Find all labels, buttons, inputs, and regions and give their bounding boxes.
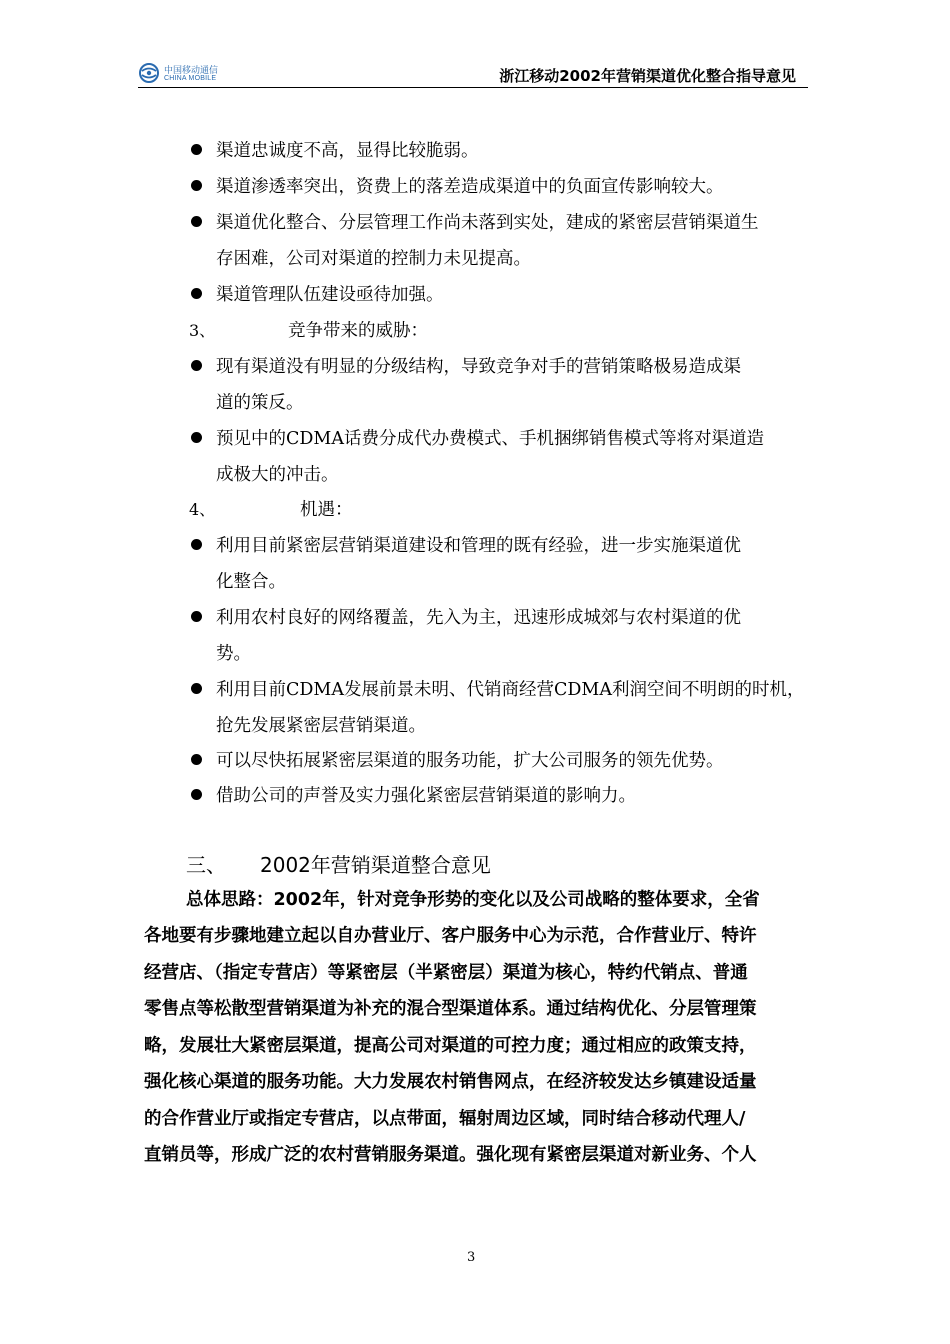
logo-english-text: CHINA MOBILE: [164, 75, 217, 82]
bullet-item: 渠道忠诚度不高，显得比较脆弱。: [216, 141, 479, 161]
page-header: [138, 60, 808, 90]
paragraph-line: 略，发展壮大紧密层渠道，提高公司对渠道的可控力度；通过相应的政策支持，: [144, 1036, 757, 1056]
paragraph-line: 零售点等松散型营销渠道为补充的混合型渠道体系。通过结构优化、分层管理策: [144, 999, 757, 1019]
bullet-item-continuation: 道的策反。: [216, 393, 304, 413]
bullet-icon: [191, 432, 202, 443]
subsection-title: 机遇：: [300, 500, 353, 520]
subsection-number: 4、: [189, 500, 216, 519]
bullet-icon: [191, 539, 202, 550]
bullet-icon: [191, 180, 202, 191]
bullet-icon: [191, 144, 202, 155]
bullet-item: 利用目前紧密层营销渠道建设和管理的既有经验，进一步实施渠道优: [216, 536, 741, 556]
bullet-item: 利用农村良好的网络覆盖，先入为主，迅速形成城郊与农村渠道的优: [216, 608, 741, 628]
section-title: 2002年营销渠道整合意见: [260, 853, 491, 877]
china-mobile-logo: [138, 62, 228, 88]
document-header-title: 浙江移动2002年营销渠道优化整合指导意见: [499, 67, 796, 85]
bullet-icon: [191, 288, 202, 299]
subsection-number: 3、: [189, 321, 216, 340]
paragraph-line: 总体思路：2002年，针对竞争形势的变化以及公司战略的整体要求，全省: [186, 890, 760, 910]
page-number: 3: [467, 1250, 476, 1265]
bullet-item: 现有渠道没有明显的分级结构，导致竞争对手的营销策略极易造成渠: [216, 357, 741, 377]
bullet-item-continuation: 势。: [216, 644, 251, 664]
section-heading: [186, 849, 491, 878]
bullet-item-continuation: 存困难，公司对渠道的控制力未见提高。: [216, 249, 531, 269]
bullet-item: 可以尽快拓展紧密层渠道的服务功能，扩大公司服务的领先优势。: [216, 751, 724, 771]
bullet-item: 借助公司的声誉及实力强化紧密层营销渠道的影响力。: [216, 786, 636, 806]
bullet-icon: [191, 360, 202, 371]
paragraph-line: 的合作营业厅或指定专营店，以点带面，辐射周边区域，同时结合移动代理人/: [144, 1109, 746, 1129]
paragraph-line: 各地要有步骤地建立起以自办营业厅、客户服务中心为示范，合作营业厅、特许: [144, 926, 757, 946]
bullet-icon: [191, 216, 202, 227]
bullet-item-continuation: 成极大的冲击。: [216, 465, 339, 485]
bullet-item-continuation: 抢先发展紧密层营销渠道。: [216, 716, 426, 736]
bullet-item: 渠道优化整合、分层管理工作尚未落到实处，建成的紧密层营销渠道生: [216, 213, 759, 233]
bullet-item-continuation: 化整合。: [216, 572, 286, 592]
paragraph-line: 强化核心渠道的服务功能。大力发展农村销售网点，在经济较发达乡镇建设适量: [144, 1072, 757, 1092]
bullet-icon: [191, 789, 202, 800]
section-number: 三、: [186, 853, 226, 877]
bullet-item: 渠道管理队伍建设亟待加强。: [216, 285, 444, 305]
china-mobile-logo-icon: [138, 62, 160, 84]
bullet-item: 利用目前CDMA发展前景未明、代销商经营CDMA利润空间不明朗的时机，: [216, 680, 805, 700]
bullet-item: 渠道渗透率突出，资费上的落差造成渠道中的负面宣传影响较大。: [216, 177, 724, 197]
subsection-title: 竞争带来的威胁：: [288, 321, 428, 341]
paragraph-line: 直销员等，形成广泛的农村营销服务渠道。强化现有紧密层渠道对新业务、个人: [144, 1145, 757, 1165]
bullet-icon: [191, 754, 202, 765]
paragraph-line: 经营店、（指定专营店）等紧密层（半紧密层）渠道为核心，特约代销点、普通: [144, 963, 748, 983]
bullet-item: 预见中的CDMA话费分成代办费模式、手机捆绑销售模式等将对渠道造: [216, 429, 764, 449]
bullet-icon: [191, 683, 202, 694]
header-divider: [138, 87, 808, 88]
logo-chinese-text: 中国移动通信: [164, 66, 219, 76]
bullet-icon: [191, 611, 202, 622]
